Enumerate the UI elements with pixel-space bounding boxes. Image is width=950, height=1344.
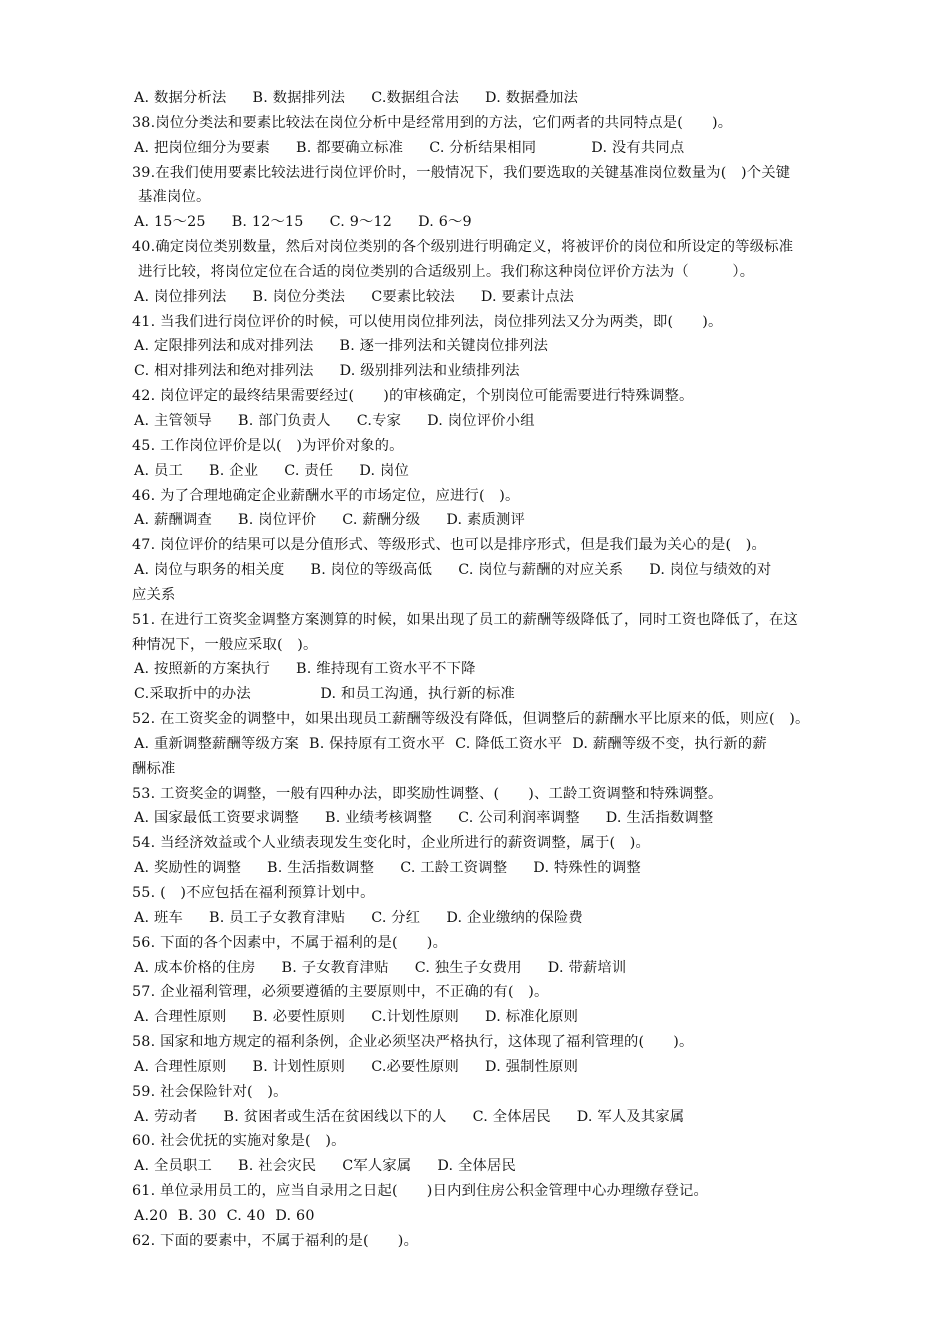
- answer-option: A. 班车: [134, 909, 184, 926]
- answer-option: D. 带薪培训: [547, 959, 627, 976]
- answer-option: B. 岗位的等级高低: [310, 562, 433, 579]
- answer-options-line: [0, 732, 950, 757]
- question-text: 55. ( )不应包括在福利预算计划中。: [132, 885, 375, 901]
- answer-option: C要素比较法: [371, 288, 455, 305]
- answer-option: D. 标准化原则: [485, 1009, 579, 1026]
- answer-option: C.计划性原则: [371, 1009, 460, 1026]
- answer-option: B. 岗位分类法: [252, 288, 346, 305]
- answer-option: C. 相对排列法和绝对排列法: [134, 363, 314, 380]
- answer-option: C. 9～12: [329, 214, 393, 231]
- answer-option: D. 60: [275, 1207, 315, 1224]
- answer-option: B. 12～15: [231, 214, 304, 231]
- answer-options-line: [0, 856, 950, 881]
- answer-option: D. 级别排列法和业绩排列法: [339, 363, 520, 380]
- answer-options-line: [0, 409, 950, 434]
- question-text: 47. 岗位评价的结果可以是分值形式、等级形式、也可以是排序形式，但是我们最为关心的是( )。: [132, 537, 767, 554]
- answer-option: A. 成本价格的住房: [134, 959, 256, 976]
- question-text: 59. 社会保险针对( )。: [132, 1083, 288, 1100]
- answer-option: A. 数据分析法: [134, 90, 227, 106]
- question-text: 46. 为了合理地确定企业薪酬水平的市场定位，应进行( )。: [132, 487, 520, 504]
- answer-option: A. 15～25: [134, 214, 206, 231]
- answer-option: D. 和员工沟通，执行新的标准: [320, 686, 515, 703]
- answer-option: C.数据组合法: [371, 90, 460, 106]
- answer-option: D. 军人及其家属: [576, 1108, 685, 1125]
- answer-options-line: [0, 906, 950, 931]
- answer-option: A. 岗位排列法: [134, 288, 227, 305]
- question-text: 62. 下面的要素中，不属于福利的是( )。: [132, 1232, 419, 1249]
- answer-options-line: [0, 136, 950, 161]
- answer-option: B. 贫困者或生活在贫困线以下的人: [223, 1108, 447, 1125]
- answer-option: A. 全员职工: [134, 1158, 213, 1175]
- answer-option: D. 生活指数调整: [605, 810, 714, 827]
- answer-options-line: [0, 1204, 950, 1229]
- answer-option: C.采取折中的办法: [134, 686, 295, 703]
- answer-options-line: [0, 86, 950, 111]
- answer-options-line: [0, 657, 950, 682]
- answer-option: B. 部门负责人: [238, 412, 331, 429]
- answer-option: C. 公司利润率调整: [458, 810, 580, 827]
- answer-option: B. 逐一排列法和关键岗位排列法: [339, 338, 549, 355]
- question-text: 39.在我们使用要素比较法进行岗位评价时，一般情况下，我们要选取的关键基准岗位数量为( )个关键: [132, 164, 791, 181]
- question-continuation: 应关系: [132, 586, 176, 603]
- document-page: [0, 86, 950, 1254]
- answer-option: D. 6～9: [418, 214, 472, 231]
- question-text: 57. 企业福利管理，必须要遵循的主要原则中，不正确的有( )。: [132, 984, 549, 1001]
- answer-option: B. 企业: [209, 462, 259, 479]
- question-text: 58. 国家和地方规定的福利条例，企业必须坚决严格执行，这体现了福利管理的( )。: [132, 1034, 694, 1051]
- answer-option: D. 要素计点法: [480, 288, 574, 305]
- answer-options-line: [0, 806, 950, 831]
- question-text: 41. 当我们进行岗位评价的时候，可以使用岗位排列法，岗位排列法又分为两类，即( )。: [132, 313, 723, 330]
- question-continuation: 酬标准: [132, 760, 176, 777]
- answer-option: B. 子女教育津贴: [281, 959, 389, 976]
- answer-option: B. 业绩考核调整: [324, 810, 433, 827]
- answer-option: A. 合理性原则: [134, 1058, 227, 1075]
- answer-options-line: [0, 508, 950, 533]
- answer-option: C. 分析结果相同: [429, 139, 537, 156]
- answer-option: A. 定限排列法和成对排列法: [134, 338, 314, 355]
- question-text: 45. 工作岗位评价是以( )为评价对象的。: [132, 437, 404, 454]
- question-text: 种情况下，一般应采取( )。: [132, 636, 318, 653]
- answer-options-line: [0, 1105, 950, 1130]
- answer-option: D. 数据叠加法: [485, 90, 579, 106]
- answer-options-line: [0, 956, 950, 981]
- answer-option: B. 计划性原则: [252, 1058, 346, 1075]
- answer-option: A. 合理性原则: [134, 1009, 227, 1026]
- answer-option: D. 岗位: [359, 462, 409, 479]
- answer-option: B. 岗位评价: [238, 512, 317, 529]
- question-continuation: 进行比较，将岗位定位在合适的岗位类别的合适级别上。我们称这种岗位评价方法为（ ）。: [138, 263, 755, 280]
- question-continuation: 基准岗位。: [138, 189, 211, 206]
- question-text: 60. 社会优抚的实施对象是( )。: [132, 1133, 346, 1150]
- answer-options-line: [0, 334, 950, 359]
- answer-option: B. 社会灾民: [238, 1158, 317, 1175]
- answer-option: C. 40: [226, 1207, 266, 1224]
- answer-option: B. 生活指数调整: [267, 860, 375, 877]
- answer-options-line: [0, 359, 950, 384]
- question-text: 42. 岗位评定的最终结果需要经过( )的审核确定，个别岗位可能需要进行特殊调整。: [132, 388, 694, 405]
- answer-option: D. 薪酬等级不变，执行新的薪: [572, 735, 767, 752]
- answer-option: B. 员工子女教育津贴: [209, 909, 346, 926]
- answer-options-line: [0, 1055, 950, 1080]
- answer-options-line: [0, 210, 950, 235]
- answer-option: B. 30: [177, 1207, 217, 1224]
- answer-option: A. 员工: [134, 462, 184, 479]
- question-text: 56. 下面的各个因素中，不属于福利的是( )。: [132, 934, 448, 951]
- question-text: 54. 当经济效益或个人业绩表现发生变化时，企业所进行的薪资调整，属于( )。: [132, 835, 651, 852]
- answer-option: B. 必要性原则: [252, 1009, 346, 1026]
- question-text: 38.岗位分类法和要素比较法在岗位分析中是经常用到的方法，它们两者的共同特点是( )。: [132, 114, 733, 131]
- answer-option: D. 特殊性的调整: [533, 860, 641, 877]
- answer-option: C. 责任: [284, 462, 334, 479]
- answer-option: A. 劳动者: [134, 1108, 198, 1125]
- answer-option: B. 都要确立标准: [296, 139, 404, 156]
- answer-option: D. 没有共同点: [562, 139, 685, 156]
- answer-option: D. 素质测评: [446, 512, 525, 529]
- answer-options-line: [0, 1154, 950, 1179]
- answer-option: C. 岗位与薪酬的对应关系: [458, 562, 624, 579]
- answer-option: D. 强制性原则: [485, 1058, 579, 1075]
- answer-option: C. 薪酬分级: [342, 512, 421, 529]
- answer-option: C.专家: [356, 412, 402, 429]
- answer-option: C. 全体居民: [472, 1108, 551, 1125]
- answer-option: D. 全体居民: [437, 1158, 516, 1175]
- answer-option: C.必要性原则: [371, 1058, 460, 1075]
- answer-options-line: [0, 285, 950, 310]
- answer-option: A. 把岗位细分为要素: [134, 139, 270, 156]
- answer-option: A.20: [134, 1207, 168, 1224]
- answer-option: C. 降低工资水平: [455, 735, 563, 752]
- answer-option: A. 国家最低工资要求调整: [134, 810, 299, 827]
- answer-options-line: [0, 682, 950, 707]
- answer-option: A. 薪酬调查: [134, 512, 213, 529]
- answer-option: A. 奖励性的调整: [134, 860, 241, 877]
- answer-option: C. 工龄工资调整: [400, 860, 508, 877]
- answer-option: B. 维持现有工资水平不下降: [296, 661, 476, 678]
- answer-options-line: [0, 459, 950, 484]
- question-text: 40.确定岗位类别数量，然后对岗位类别的各个级别进行明确定义，将被评价的岗位和所设定的等级标准: [132, 239, 794, 256]
- answer-option: D. 企业缴纳的保险费: [446, 909, 583, 926]
- answer-option: A. 岗位与职务的相关度: [134, 562, 285, 579]
- answer-option: C军人家属: [342, 1158, 412, 1175]
- question-text: 61. 单位录用员工的，应当自录用之日起( )日内到住房公积金管理中心办理缴存登记。: [132, 1183, 709, 1200]
- answer-option: C. 独生子女费用: [414, 959, 522, 976]
- answer-option: B. 保持原有工资水平: [308, 735, 446, 752]
- answer-option: C. 分红: [371, 909, 421, 926]
- answer-option: D. 岗位与绩效的对: [649, 562, 772, 579]
- answer-option: A. 主管领导: [134, 412, 213, 429]
- answer-options-line: [0, 1005, 950, 1030]
- answer-option: A. 重新调整薪酬等级方案: [134, 735, 299, 752]
- question-text: 53. 工资奖金的调整，一般有四种办法，即奖励性调整、( )、工龄工资调整和特殊调整。: [132, 785, 723, 802]
- answer-option: B. 数据排列法: [252, 90, 346, 106]
- question-text: 52. 在工资奖金的调整中，如果出现员工薪酬等级没有降低，但调整后的薪酬水平比原来的低，则应( )。: [132, 711, 810, 728]
- answer-option: A. 按照新的方案执行: [134, 661, 270, 678]
- answer-option: D. 岗位评价小组: [427, 412, 535, 429]
- question-text: 51. 在进行工资奖金调整方案测算的时候，如果出现了员工的薪酬等级降低了，同时工资也降低了，在这: [132, 611, 798, 628]
- answer-options-line: [0, 558, 950, 583]
